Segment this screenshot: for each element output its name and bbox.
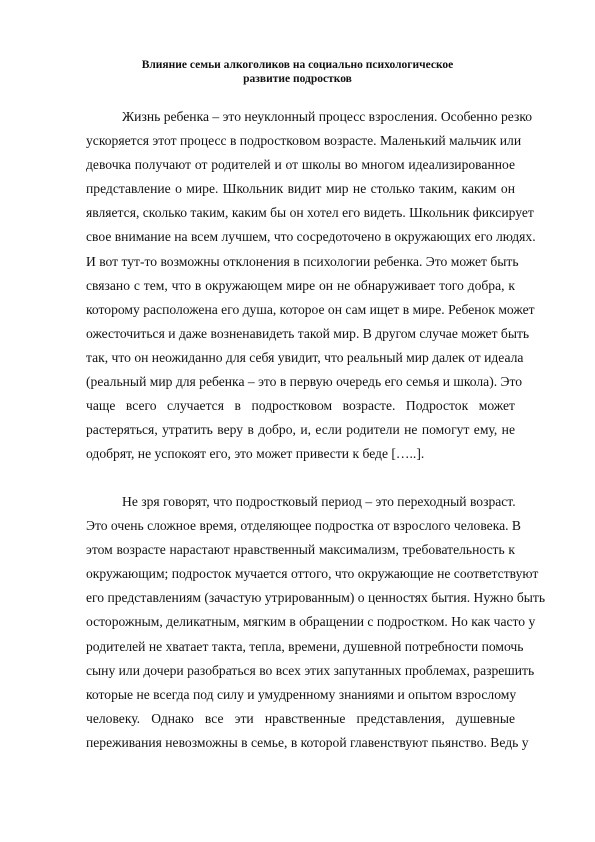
paragraph-line: переживания невозможны в семье, в которой главенствуют пьянство. Ведь у: [86, 734, 529, 750]
paragraph-line-last: одобрят, не успокоят его, это может привести к беде […..].: [86, 446, 425, 462]
paragraph-line: которые не всегда под силу и умудренному знаниями и опытом взрослому: [86, 686, 517, 702]
paragraph-line: Это очень сложное время, отделяющее подростка от взрослого человека. В: [86, 518, 521, 534]
paragraph-line: сыну или дочери разобраться во всех этих запутанных проблемах, разрешить: [86, 662, 535, 678]
paragraph-line: представление о мире. Школьник видит мир не столько таким, каким он: [86, 181, 515, 197]
paragraph-line: Жизнь ребенка – это неуклонный процесс взросления. Особенно резко: [122, 109, 533, 124]
paragraph-1: [86, 105, 536, 466]
paragraph-line: связано с тем, что в окружающем мире он не обнаруживает того добра, к: [86, 277, 515, 293]
document-title-line-2: развитие подростков: [243, 73, 352, 85]
paragraph-line: человеку. Однако все эти нравственные представления, душевные: [86, 710, 515, 726]
paragraph-line: девочка получают от родителей и от школы во многом идеализированное: [86, 157, 515, 173]
paragraph-line: его представлениям (зачастую утрированным) о ценностях бытия. Нужно быть: [86, 590, 546, 606]
paragraph-line: И вот тут-то возможны отклонения в психологии ребенка. Это может быть: [86, 253, 519, 269]
paragraph-line: ускоряется этот процесс в подростковом возрасте. Маленький мальчик или: [86, 133, 522, 149]
document-title-line-1: Влияние семьи алкоголиков на социально психологическое: [141, 59, 454, 71]
paragraph-line: родителей не хватает такта, тепла, времени, душевной потребности помочь: [86, 638, 524, 654]
paragraph-line: ожесточиться и даже возненавидеть такой мир. В другом случае может быть: [86, 325, 530, 341]
paragraph-line: которому расположена его душа, которое он сам ищет в мире. Ребенок может: [86, 301, 535, 317]
paragraph-2: [86, 490, 546, 755]
paragraph-line: окружающим; подросток мучается оттого, что окружающие не соответствуют: [86, 566, 539, 582]
paragraph-line: этом возрасте нарастают нравственный максимализм, требовательность к: [86, 542, 515, 558]
paragraph-line: чаще всего случается в подростковом возрасте. Подросток может: [86, 398, 515, 414]
paragraph-line: так, что он неожиданно для себя увидит, что реальный мир далек от идеала: [86, 349, 524, 365]
paragraph-line: (реальный мир для ребенка – это в первую очередь его семья и школа). Это: [86, 374, 523, 390]
paragraph-line: растеряться, утратить веру в добро, и, если родители не помогут ему, не: [86, 422, 515, 438]
paragraph-line: свое внимание на всем лучшем, что сосредоточено в окружающих его людях.: [86, 229, 536, 245]
paragraph-line: осторожным, деликатным, мягким в обращении с подростком. Но как часто у: [86, 614, 536, 630]
paragraph-line: Не зря говорят, что подростковый период – это переходный возраст.: [122, 494, 516, 509]
paragraph-line: является, сколько таким, каким бы он хотел его видеть. Школьник фиксирует: [86, 205, 534, 221]
